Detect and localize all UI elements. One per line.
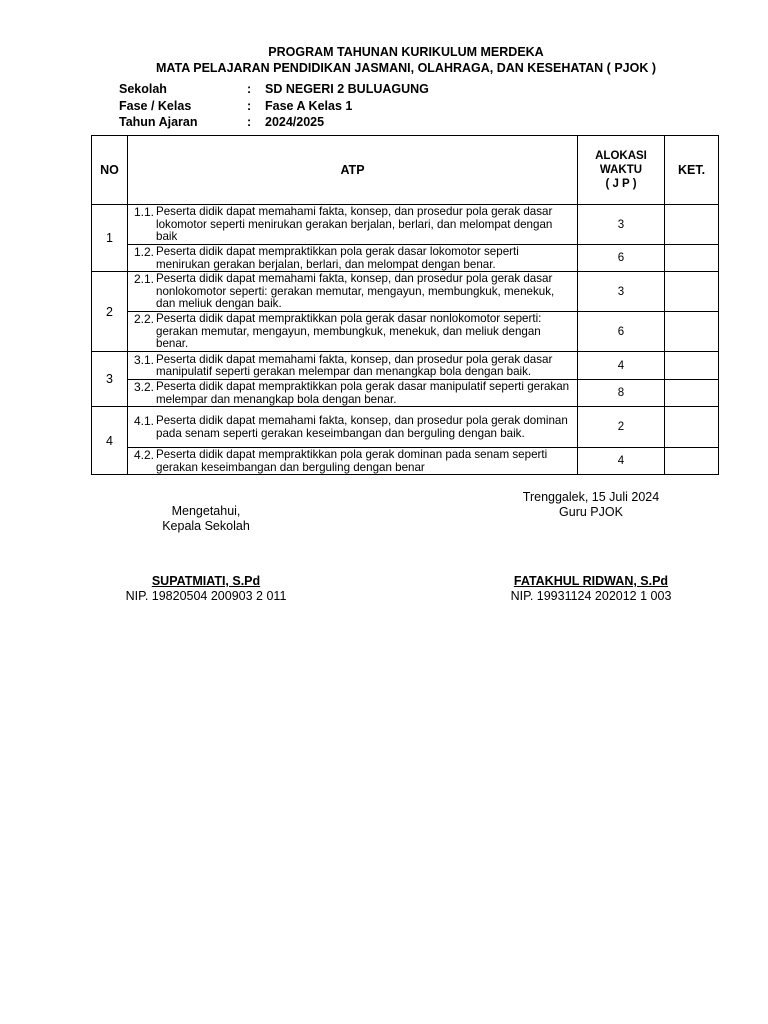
row-number: 3 [92, 352, 128, 407]
table-row [92, 380, 719, 407]
header-alokasi-line2: WAKTU [599, 164, 643, 176]
atp-text: Peserta didik dapat memahami fakta, konsep, dan prosedur pola gerak dominan pada senam seperti gerakan keseimbangan dan berguling dengan baik. [156, 414, 568, 440]
ket-cell [665, 272, 719, 312]
atp-cell [128, 380, 578, 407]
info-colon: : [247, 82, 252, 96]
atp-number: 4.1. [134, 414, 155, 429]
header-alokasi [578, 136, 665, 205]
row-number: 2 [92, 272, 128, 352]
info-value: Fase A Kelas 1 [265, 98, 353, 113]
info-row-academic-year [119, 114, 519, 131]
jp-value: 3 [578, 205, 665, 245]
row-number: 1 [92, 205, 128, 272]
row-number: 4 [92, 407, 128, 475]
atp-cell [128, 407, 578, 448]
header-alokasi-line1: ALOKASI [595, 150, 647, 162]
atp-table [91, 135, 719, 475]
atp-cell [128, 312, 578, 352]
table-row [92, 245, 719, 272]
table-row [92, 352, 719, 380]
info-colon: : [247, 115, 252, 129]
document-subtitle: MATA PELAJARAN PENDIDIKAN JASMANI, OLAHRAGA, DAN KESEHATAN ( PJOK ) [155, 61, 656, 75]
atp-cell [128, 245, 578, 272]
table-row [92, 448, 719, 475]
teacher-nip: NIP. 19931124 202012 1 003 [510, 589, 672, 603]
info-row-phase-class [119, 98, 519, 115]
atp-number: 1.2. [134, 245, 155, 260]
principal-signature-block [106, 504, 306, 534]
acknowledged-label: Mengetahui, [171, 504, 241, 518]
atp-text: Peserta didik dapat memahami fakta, konsep, dan prosedur pola gerak dasar nonlokomotor seperti: gerakan memutar, mengayun, membungkuk, menekuk, dan meliuk dengan baik. [156, 272, 555, 311]
jp-value: 2 [578, 407, 665, 448]
teacher-role: Guru PJOK [559, 505, 623, 519]
atp-text: Peserta didik dapat mempraktikkan pola gerak dasar nonlokomotor seperti: gerakan memutar, mengayun, membungkuk, menekuk, dan meliuk dengan benar. [156, 312, 542, 351]
atp-cell [128, 272, 578, 312]
table-header-row [92, 136, 719, 205]
jp-value: 3 [578, 272, 665, 312]
principal-nip: NIP. 19820504 200903 2 011 [125, 589, 287, 603]
atp-cell [128, 352, 578, 380]
jp-value: 6 [578, 312, 665, 352]
atp-number: 2.1. [134, 272, 155, 287]
atp-number: 3.2. [134, 380, 155, 395]
atp-cell [128, 205, 578, 245]
teacher-signature-block [491, 490, 691, 520]
atp-text: Peserta didik dapat mempraktikkan pola gerak dasar lokomotor seperti menirukan gerakan berjalan, berlari, dan melompat dengan benar. [156, 245, 519, 271]
table-row [92, 205, 719, 245]
jp-value: 4 [578, 448, 665, 475]
info-colon: : [247, 98, 252, 113]
principal-role: Kepala Sekolah [162, 519, 250, 533]
atp-text: Peserta didik dapat memahami fakta, konsep, dan prosedur pola gerak dasar manipulatif seperti gerakan melempar dan menangkap bola dengan baik. [156, 352, 553, 378]
atp-number: 4.2. [134, 448, 155, 463]
info-label: Sekolah [119, 82, 167, 96]
principal-name-block [106, 574, 306, 604]
info-value: SD NEGERI 2 BULUAGUNG [265, 82, 429, 96]
info-label: Fase / Kelas [119, 98, 192, 113]
ket-cell [665, 312, 719, 352]
teacher-name-block [491, 574, 691, 604]
ket-cell [665, 205, 719, 245]
ket-cell [665, 448, 719, 475]
atp-text: Peserta didik dapat mempraktikkan pola gerak dominan pada senam seperti gerakan keseimbangan dan berguling dengan benar [156, 448, 548, 474]
header-alokasi-line3: ( J P ) [605, 178, 637, 190]
table-row [92, 272, 719, 312]
info-value: 2024/2025 [265, 115, 325, 129]
jp-value: 6 [578, 245, 665, 272]
info-label: Tahun Ajaran [119, 115, 198, 129]
document-title: PROGRAM TAHUNAN KURIKULUM MERDEKA [268, 45, 544, 59]
header-ket: KET. [665, 136, 719, 205]
ket-cell [665, 245, 719, 272]
table-row [92, 407, 719, 448]
header-atp: ATP [128, 136, 578, 205]
header-no: NO [92, 136, 128, 205]
place-date: Trenggalek, 15 Juli 2024 [522, 490, 660, 504]
teacher-name: FATAKHUL RIDWAN, S.Pd [513, 574, 669, 588]
ket-cell [665, 380, 719, 407]
atp-number: 3.1. [134, 352, 155, 367]
atp-text: Peserta didik dapat memahami fakta, konsep, dan prosedur pola gerak dasar lokomotor seperti menirukan gerakan berjalan, berlari, dan melompat dengan baik [156, 205, 553, 244]
ket-cell [665, 407, 719, 448]
table-row [92, 312, 719, 352]
atp-number: 2.2. [134, 312, 155, 327]
principal-name: SUPATMIATI, S.Pd [151, 574, 261, 588]
jp-value: 4 [578, 352, 665, 380]
info-row-school [119, 81, 519, 98]
ket-cell [665, 352, 719, 380]
school-info [119, 81, 519, 131]
atp-text: Peserta didik dapat mempraktikkan pola gerak dasar manipulatif seperti gerakan melempar dan menangkap bola dengan benar. [156, 380, 570, 406]
atp-number: 1.1. [134, 205, 155, 220]
jp-value: 8 [578, 380, 665, 407]
atp-cell [128, 448, 578, 475]
